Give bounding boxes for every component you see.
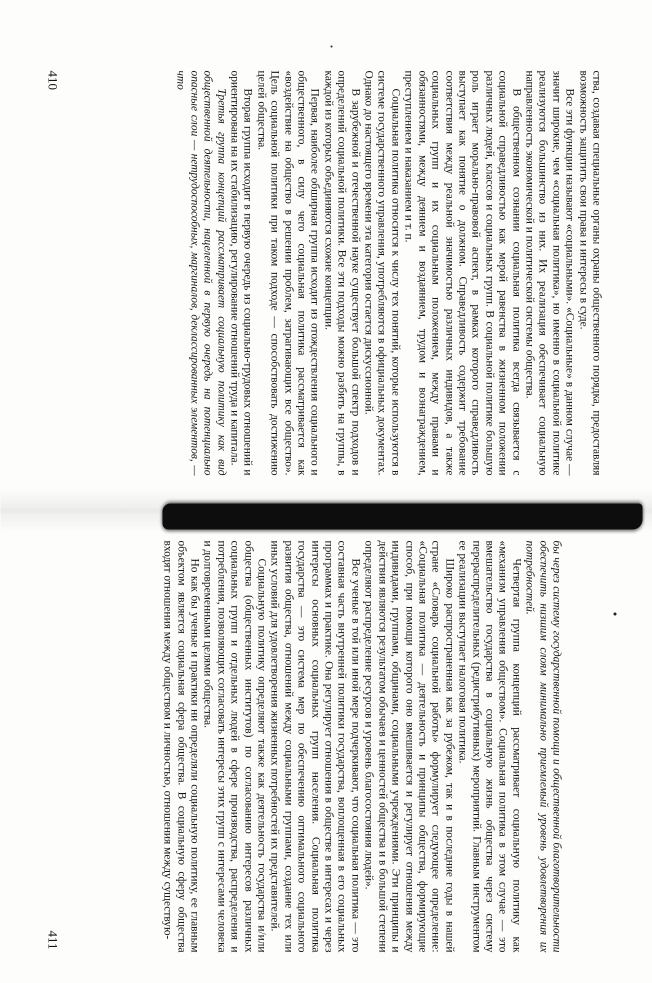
- left-paragraph-6: Первая, наиболее обширная группа исходит из отождествления социального и общественного, в силу чего социальная политика рассматривается как «воздействие на общество в решении проблем, затрагивающих все общество». Цель социальной политики при таком подходе — способствовать достижению целей общества.: [254, 70, 321, 475]
- left-paragraph-8: Третья группа концепций рассматривает социальную политику как вид общественной деятельности, нацеленной в первую очередь на потенциально опасные слои — нетрудоспособных, маргиналов, деклассированных элементов, — что: [174, 70, 227, 475]
- left-paragraph-3: В общественном сознании социальная политика всегда связывается с социальной справедливостью как мерой равенства в жизненном положении различных людей, классов и социальных групп. В социальной политике большую роль играет морально-правовой аспект, в рамках которого справедливость выступает как понятие о должном. Справедливость содержит требование соответствия между реальной значимостью различных индивидов, а также социальных групп и их социальным положением, между правами и обязанностями, между деянием и воздаянием, трудом и вознаграждением, преступлением и наказанием и т. п.: [402, 70, 522, 475]
- left-paragraph-7: Вторая группа исходит в первую очередь из социально-трудовых отношений и ориентирована на их стабилизацию, регулирование отношений труда и капитала.: [228, 70, 254, 475]
- left-page-number: 410: [45, 70, 60, 90]
- right-page: [42, 540, 562, 952]
- right-paragraph-2: Четвертая группа концепций рассматривает социальную политику как «механизм управления обществом». Социальная политика в этом случае — это вмешательство государства в социальную жизнь общества через систему перераспределительных (редистрибутивных) мероприятий. Главным инструментом ее реализации выступает налоговая политика.: [456, 540, 522, 952]
- left-paragraph-5: В зарубежной и отечественной науке существует большой спектр подходов и определений социальной политики. Все эти подходы можно разбить на группы, в каждой из которых объединяются схожие концепции.: [321, 70, 361, 475]
- scan-speck: [330, 45, 332, 47]
- right-paragraph-5: Социальную политику определяют также как деятельность государства и/или общества (общественных институтов) по согласованию интересов различных социальных групп и отдельных людей в сфере производства, распределения и потребления, позволяющих согласовать интересы этих групп с интересами человека и долговременными целями общества.: [201, 540, 268, 952]
- left-page: [82, 70, 602, 475]
- left-paragraph-1: ства, создавая специальные органы охраны общественного порядка, предоставляя возможность защитить свои права и интересы в суде.: [576, 70, 602, 475]
- left-paragraph-2: Все эти функции называют «социальными». «Социальные» в данном случае — значит широкие, чем «социальная политика», но именно в социальной политике реализуются большинство из них. Их реализация обеспечивает социальную направленность экономической и политической системы общества.: [522, 70, 576, 475]
- left-paragraph-4: Социальная политика относится к числу тех понятий, которые используются в системе государственного управления, употребляются в официальных документах. Однако до настоящего времени эта категория остается дискуссионной.: [362, 70, 401, 475]
- scan-gutter-black-bar: [162, 503, 642, 529]
- right-paragraph-1: бы через систему государственной помощи и общественной благотворительности обеспечить низшим слоям минимально приемлемый уровень удовлетворения их потребностей.: [523, 540, 562, 952]
- scan-speck: [613, 612, 616, 615]
- right-paragraph-6: Но как бы ученые и практики ни определяли социальную политику, ее главным объектом является социальная сфера общества. В социальную сферу общества входят отношения между обществом и личностью, отношения между существую-: [161, 540, 201, 952]
- right-paragraph-3: Широко распространенная как за рубежом, так и в последние годы в нашей стране «Словарь социальной работы» формулирует следующее определение: «Социальная политика — деятельность и принципы общества, формирующие способ, при помощи которого оно вмешивается и регулирует отношения между индивидами, группами, общинами, социальными учреждениями. Эти принципы и действия являются результатом обычаев и ценностей общества и в большой степени определяют распределение ресурсов и уровень благосостояния людей».: [362, 540, 455, 952]
- right-page-number: 411: [45, 930, 60, 950]
- right-paragraph-4: Все ученые в той или иной мере подчеркивают, что социальная политика — это составная часть внутренней политики государства, воплощенная в его социальных программах и практике. Она регулирует отношения в обществе в интересах и через интересы основных социальных групп населения. Социальная политика государства — это система мер по обеспечению оптимального социального развития общества, отношений между социальными группами, создание тех или иных условий для удовлетворения жизненных потребностей их представителей.: [268, 540, 361, 952]
